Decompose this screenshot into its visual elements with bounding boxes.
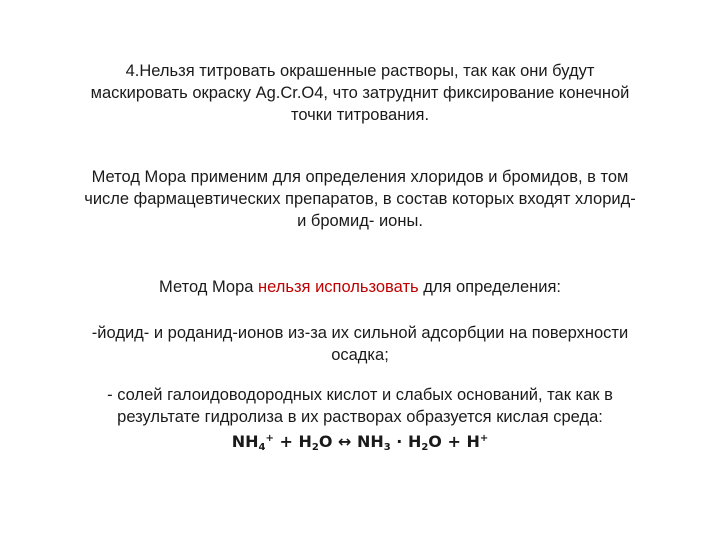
- paragraph-iodide-thiocyanate: [50, 322, 670, 366]
- text-line: [50, 276, 670, 298]
- text-line: -йодид- и роданид-ионов из-за их сильной адсорбции на поверхности: [91, 324, 629, 342]
- text-line: маскировать окраску Ag.Cr.O4, что затруднит фиксирование конечной: [90, 84, 630, 102]
- text-line: осадка;: [331, 346, 389, 364]
- text-line: результате гидролиза в их растворах образуется кислая среда:: [117, 408, 603, 426]
- text-line: Метод Мора применим для определения хлоридов и бромидов, в том: [91, 168, 629, 186]
- paragraph-mohr-applicability: [50, 166, 670, 232]
- text-line: 4.Нельзя титровать окрашенные растворы, так как они будут: [125, 62, 595, 80]
- paragraph-salts-hydrolysis: [50, 384, 670, 459]
- hydrolysis-equation: $NH_4^+ + H_2O$ ↔ $NH_3 \cdot H_2O + H^+$: [231, 432, 489, 453]
- text-line: - солей галоидоводородных кислот и слабых оснований, так как в: [107, 386, 613, 404]
- paragraph-mohr-limitations: [50, 276, 670, 298]
- text-prefix: Метод Мора: [159, 278, 259, 296]
- text-suffix: для определения:: [418, 278, 561, 296]
- text-line: и бромид- ионы.: [297, 212, 423, 230]
- paragraph-colored-solutions: [50, 60, 670, 126]
- text-line: точки титрования.: [290, 106, 430, 124]
- highlighted-phrase: нельзя использовать: [258, 278, 419, 296]
- text-line: числе фармацевтических препаратов, в состав которых входят хлорид-: [84, 190, 636, 208]
